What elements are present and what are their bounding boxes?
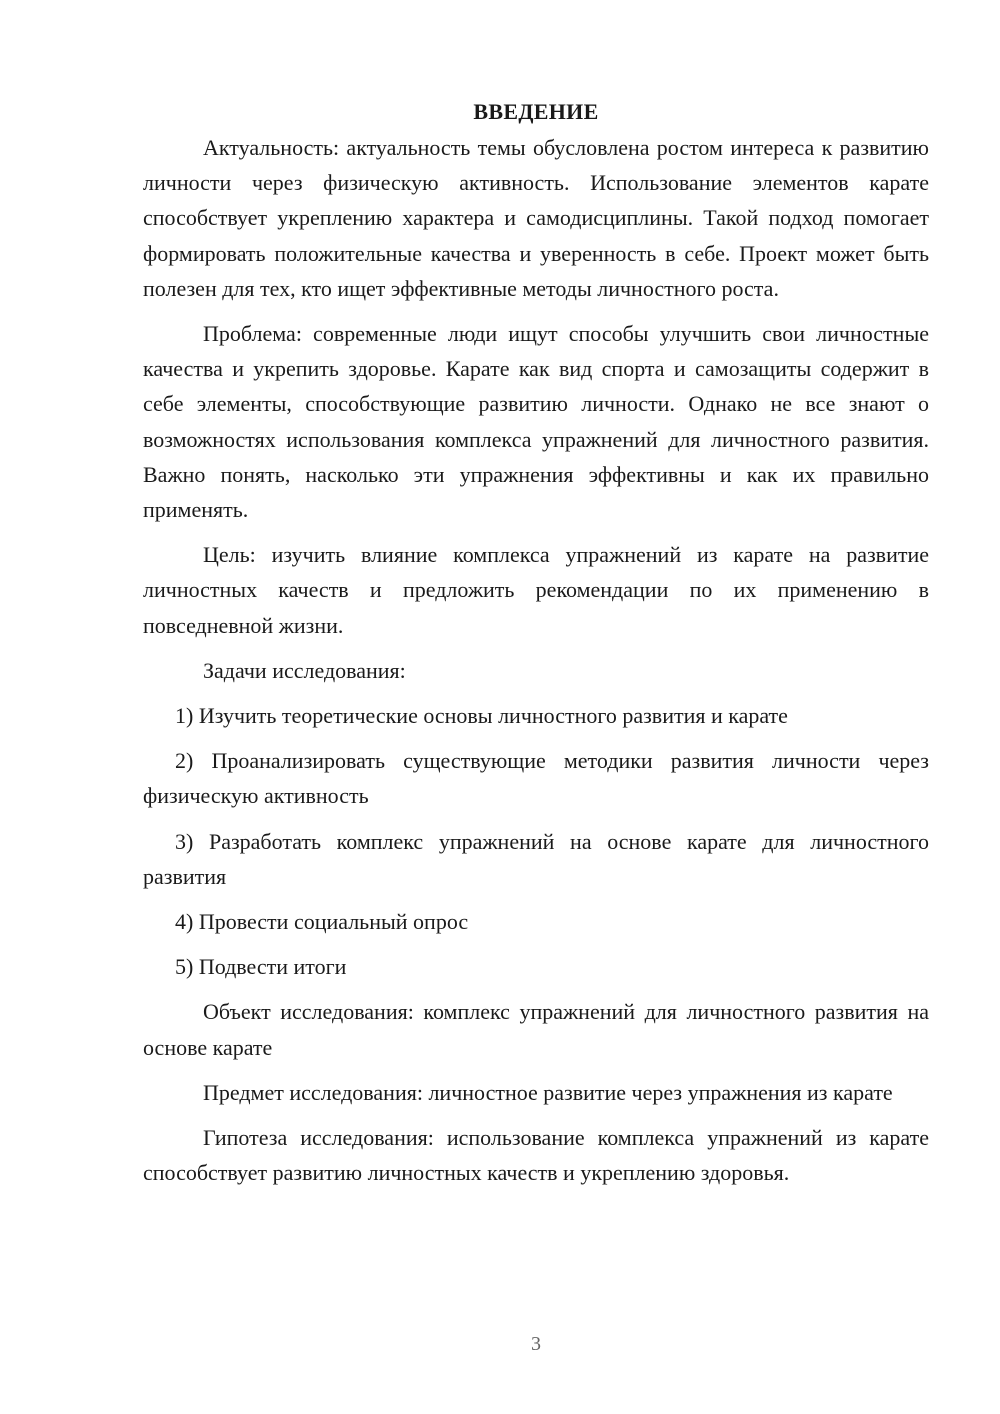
task-item-4: 4) Провести социальный опрос bbox=[175, 909, 469, 935]
object-paragraph: Объект исследования: комплекс упражнений для личностного развития на основе карате bbox=[143, 999, 929, 1060]
problem-paragraph: Проблема: современные люди ищут способы улучшить свои личностные качества и укрепить здоровье. Карате как вид спорта и самозащиты содержит в себе элементы, способствующие развитию личности. Однако не все знают о возможностях использования комплекса упражнений для личностного развития. Важно понять, насколько эти упражнения эффективны и как их правильно применять. bbox=[143, 321, 929, 523]
page-number: 3 bbox=[531, 1333, 541, 1355]
hypothesis-paragraph: Гипотеза исследования: использование комплекса упражнений из карате способствует развитию личностных качеств и укреплению здоровья. bbox=[143, 1125, 929, 1186]
tasks-heading: Задачи исследования: bbox=[203, 657, 406, 683]
goal-paragraph: Цель: изучить влияние комплекса упражнений из карате на развитие личностных качеств и предложить рекомендации по их применению в повседневной жизни. bbox=[143, 542, 929, 638]
task-item-1: 1) Изучить теоретические основы личностного развития и карате bbox=[175, 703, 788, 729]
task-item-2: 2) Проанализировать существующие методики развития личности через физическую активность bbox=[143, 748, 929, 809]
task-item-3: 3) Разработать комплекс упражнений на основе карате для личностного развития bbox=[143, 828, 929, 889]
relevance-paragraph: Актуальность: актуальность темы обусловлена ростом интереса к развитию личности через физическую активность. Использование элементов карате способствует укреплению характера и самодисциплины. Такой подход помогает формировать положительные качества и уверенность в себе. Проект может быть полезен для тех, кто ищет эффективные методы личностного роста. bbox=[143, 135, 929, 301]
subject-paragraph: Предмет исследования: личностное развитие через упражнения из карате bbox=[203, 1079, 893, 1105]
page-title: ВВЕДЕНИЕ bbox=[473, 99, 599, 124]
document-page bbox=[143, 94, 929, 1190]
task-item-5: 5) Подвести итоги bbox=[175, 954, 347, 980]
